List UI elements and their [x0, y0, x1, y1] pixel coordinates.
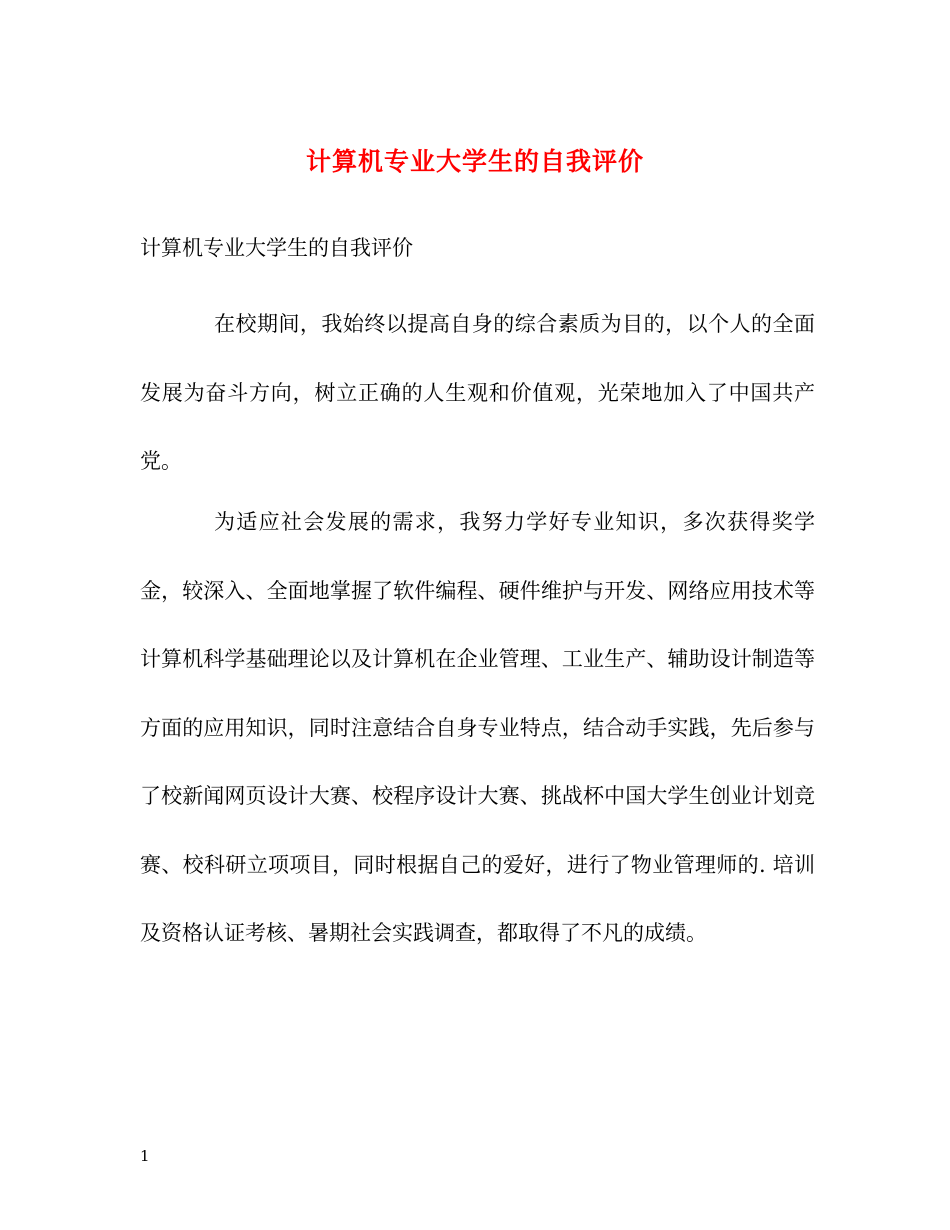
page-number: 1 [140, 1147, 150, 1165]
document-title: 计算机专业大学生的自我评价 [305, 147, 644, 176]
paragraph-2: 为适应社会发展的需求，我努力学好专业知识，多次获得奖学金，较深入、全面地掌握了软件编程、硬件维护与开发、网络应用技术等计算机科学基础理论以及计算机在企业管理、工业生产、辅助设计制造等方面的应用知识，同时注意结合自身专业特点，结合动手实践，先后参与了校新闻网页设计大赛、校程序设计大赛、挑战杯中国大学生创业计划竞赛、校科研立项项目，同时根据自己的爱好，进行了物业管理师的. 培训及资格认证考核、暑期社会实践调查，都取得了不凡的成绩。 [140, 510, 815, 945]
document-subtitle: 计算机专业大学生的自我评价 [140, 236, 413, 260]
paragraph-1: 在校期间，我始终以提高自身的综合素质为目的，以个人的全面发展为奋斗方向，树立正确的人生观和价值观，光荣地加入了中国共产党。 [140, 312, 815, 473]
